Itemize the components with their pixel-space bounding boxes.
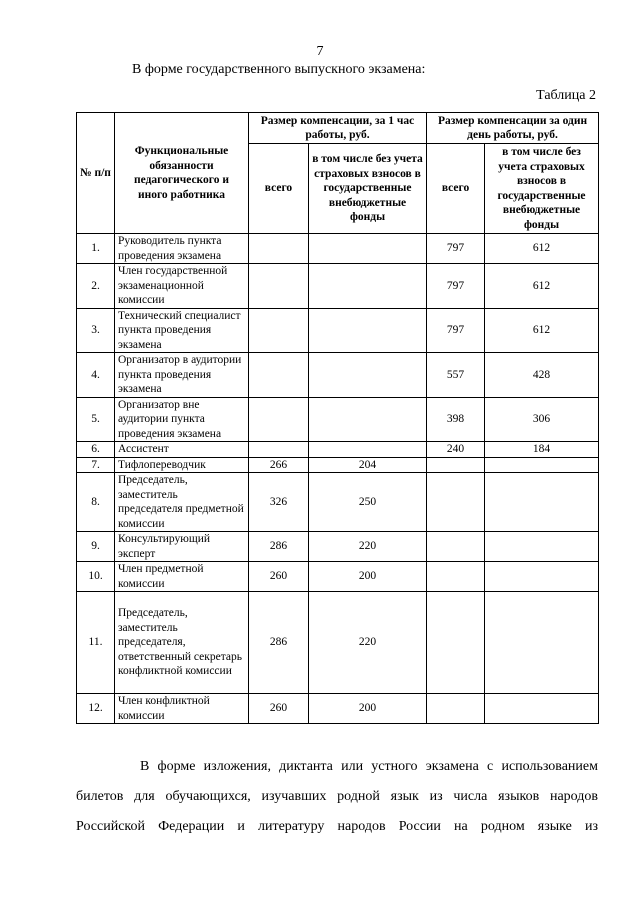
row-day-excl — [485, 592, 599, 694]
row-day-excl — [485, 457, 599, 473]
row-day-excl — [485, 562, 599, 592]
table-row — [77, 592, 599, 694]
row-day-excl — [485, 473, 599, 532]
row-hour-total — [249, 234, 309, 264]
row-role: Председатель, заместитель председателя, ответственный секретарь конфликтной комиссии — [115, 592, 249, 694]
header-day-total: всего — [427, 144, 485, 234]
compensation-table — [76, 112, 599, 724]
header-day-excl: в том числе без учета страховых взносов в государственные внебюджетные фонды — [485, 144, 599, 234]
table-row — [77, 397, 599, 442]
row-day-excl — [485, 532, 599, 562]
header-role: Функциональные обязанности педагогического и иного работника — [115, 113, 249, 234]
row-number: 11. — [77, 592, 115, 694]
row-day-excl — [485, 694, 599, 724]
row-hour-total — [249, 442, 309, 458]
row-day-excl: 184 — [485, 442, 599, 458]
row-hour-excl: 200 — [309, 562, 427, 592]
row-day-total: 398 — [427, 397, 485, 442]
row-role: Организатор в аудитории пункта проведения экзамена — [115, 353, 249, 398]
row-hour-total: 260 — [249, 562, 309, 592]
table-row — [77, 457, 599, 473]
row-day-excl: 428 — [485, 353, 599, 398]
row-day-total: 240 — [427, 442, 485, 458]
page-number: 7 — [316, 44, 324, 59]
row-hour-excl — [309, 308, 427, 353]
row-hour-excl — [309, 264, 427, 309]
row-hour-excl — [309, 234, 427, 264]
header-hour-total: всего — [249, 144, 309, 234]
row-day-total — [427, 457, 485, 473]
table-row — [77, 562, 599, 592]
tail-paragraph — [76, 752, 598, 842]
row-hour-excl — [309, 353, 427, 398]
row-hour-total: 260 — [249, 694, 309, 724]
row-number: 6. — [77, 442, 115, 458]
row-day-total — [427, 532, 485, 562]
row-day-total — [427, 694, 485, 724]
table-row — [77, 308, 599, 353]
row-number: 10. — [77, 562, 115, 592]
row-hour-excl: 200 — [309, 694, 427, 724]
row-day-excl: 306 — [485, 397, 599, 442]
row-day-excl: 612 — [485, 308, 599, 353]
table-row — [77, 532, 599, 562]
row-number: 1. — [77, 234, 115, 264]
table-row — [77, 473, 599, 532]
row-role: Тифлопереводчик — [115, 457, 249, 473]
row-role: Организатор вне аудитории пункта проведения экзамена — [115, 397, 249, 442]
row-number: 9. — [77, 532, 115, 562]
table-row — [77, 353, 599, 398]
row-role: Технический специалист пункта проведения экзамена — [115, 308, 249, 353]
row-number: 3. — [77, 308, 115, 353]
row-hour-total: 286 — [249, 532, 309, 562]
row-day-excl: 612 — [485, 234, 599, 264]
row-day-excl: 612 — [485, 264, 599, 309]
row-role: Консультирующий эксперт — [115, 532, 249, 562]
row-hour-excl — [309, 442, 427, 458]
row-day-total: 557 — [427, 353, 485, 398]
row-number: 7. — [77, 457, 115, 473]
table-row — [77, 442, 599, 458]
row-role: Ассистент — [115, 442, 249, 458]
row-number: 4. — [77, 353, 115, 398]
tail-line-1: В форме изложения, диктанта или устного экзамена с использованием — [140, 759, 598, 774]
row-day-total — [427, 562, 485, 592]
row-role: Член конфликтной комиссии — [115, 694, 249, 724]
row-hour-total — [249, 264, 309, 309]
row-hour-total — [249, 308, 309, 353]
row-hour-excl: 250 — [309, 473, 427, 532]
header-per-day: Размер компенсации за один день работы, руб. — [427, 113, 599, 144]
row-day-total — [427, 592, 485, 694]
row-day-total: 797 — [427, 234, 485, 264]
row-role: Руководитель пункта проведения экзамена — [115, 234, 249, 264]
tail-line-3: Российской Федерации и литературу народов России на родном языке из — [76, 819, 598, 834]
row-hour-excl: 220 — [309, 592, 427, 694]
row-hour-excl: 220 — [309, 532, 427, 562]
row-day-total — [427, 473, 485, 532]
row-number: 2. — [77, 264, 115, 309]
row-number: 12. — [77, 694, 115, 724]
table-row — [77, 234, 599, 264]
intro-text: В форме государственного выпускного экзамена: — [132, 62, 426, 77]
row-hour-total: 266 — [249, 457, 309, 473]
row-role: Член предметной комиссии — [115, 562, 249, 592]
row-hour-total — [249, 353, 309, 398]
row-hour-total: 326 — [249, 473, 309, 532]
row-hour-excl — [309, 397, 427, 442]
row-role: Председатель, заместитель председателя предметной комиссии — [115, 473, 249, 532]
table-label: Таблица 2 — [536, 88, 596, 103]
row-hour-total — [249, 397, 309, 442]
table-row — [77, 694, 599, 724]
header-num: № п/п — [77, 113, 115, 234]
table-row — [77, 264, 599, 309]
tail-line-2: билетов для обучающихся, изучавших родной язык из числа языков народов — [76, 789, 598, 804]
header-hour-excl: в том числе без учета страховых взносов в государственные внебюджетные фонды — [309, 144, 427, 234]
row-hour-excl: 204 — [309, 457, 427, 473]
header-per-hour: Размер компенсации, за 1 час работы, руб. — [249, 113, 427, 144]
row-number: 8. — [77, 473, 115, 532]
row-day-total: 797 — [427, 264, 485, 309]
row-number: 5. — [77, 397, 115, 442]
row-role: Член государственной экзаменационной комиссии — [115, 264, 249, 309]
row-day-total: 797 — [427, 308, 485, 353]
row-hour-total: 286 — [249, 592, 309, 694]
